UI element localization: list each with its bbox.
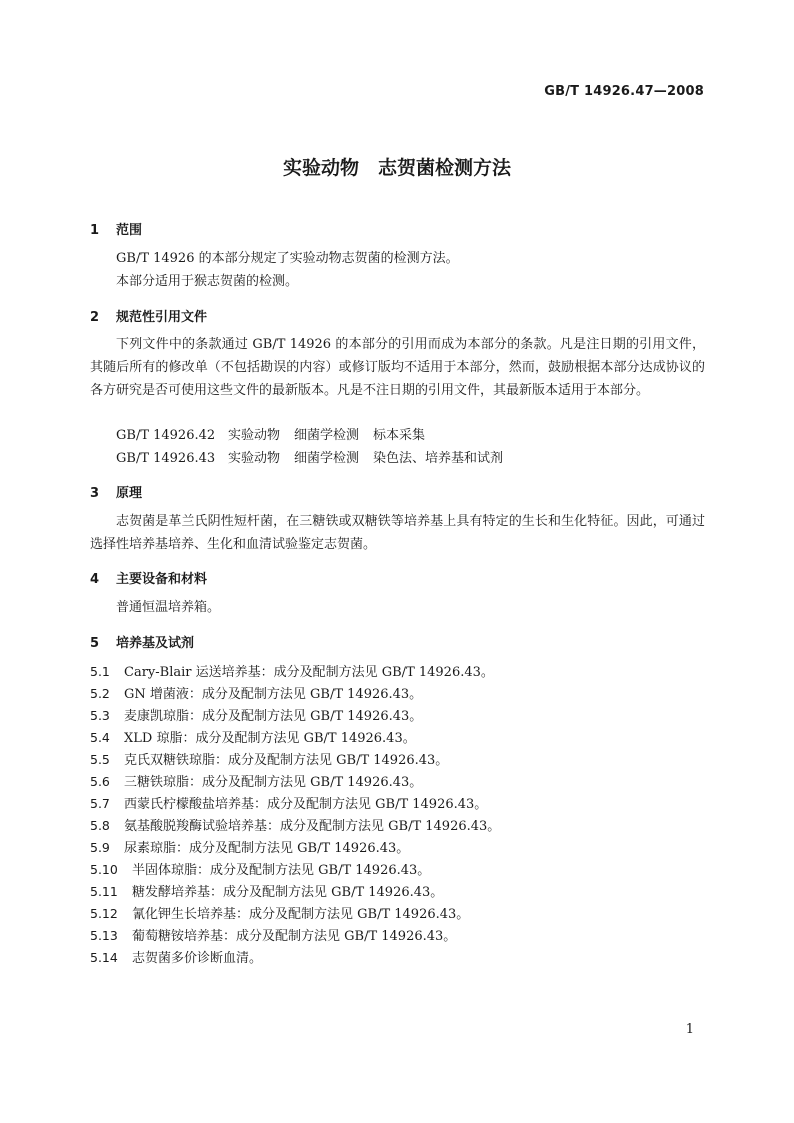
item-number: 5.12 (90, 906, 118, 921)
item-number: 5.10 (90, 862, 118, 877)
item-text: XLD 琼脂：成分及配制方法见 GB/T 14926.43。 (124, 731, 416, 746)
section-number: 4 (90, 572, 100, 587)
list-item (90, 749, 448, 772)
list-item (90, 705, 422, 728)
reference-part: 标本采集 (373, 428, 426, 443)
reference-entry (116, 447, 503, 470)
reference-part: 实验动物 (228, 428, 281, 443)
section-5-heading (90, 632, 194, 651)
item-text: 糖发酵培养基：成分及配制方法见 GB/T 14926.43。 (132, 885, 444, 900)
list-item (90, 881, 443, 904)
list-item (90, 947, 262, 970)
item-text: 三糖铁琼脂：成分及配制方法见 GB/T 14926.43。 (124, 775, 423, 790)
item-number: 5.4 (90, 730, 110, 745)
section-number: 1 (90, 223, 100, 238)
reference-part: 染色法、培养基和试剂 (373, 451, 504, 466)
section-title: 原理 (116, 486, 143, 501)
item-number: 5.6 (90, 774, 110, 789)
reference-entry (116, 424, 425, 447)
item-number: 5.7 (90, 796, 110, 811)
principle-paragraph: 志贺菌是革兰氏阴性短杆菌，在三糖铁或双糖铁等培养基上具有特定的生长和生化特征。因此，可通过选择性培养基培养、生化和血清试验鉴定志贺菌。 (90, 514, 705, 552)
section-title: 培养基及试剂 (116, 636, 195, 651)
section-1-heading (90, 219, 142, 238)
item-number: 5.5 (90, 752, 110, 767)
normative-references-paragraph: 下列文件中的条款通过 GB/T 14926 的本部分的引用而成为本部分的条款。凡是注日期的引用文件，其随后所有的修改单（不包括勘误的内容）或修订版均不适用于本部分，然而，鼓励根据本部分达成协议的各方研究是否可使用这些文件的最新版本。凡是不注日期的引用文件，其最新版本适用于本部分。 (90, 337, 705, 398)
item-text: 氰化钾生长培养基：成分及配制方法见 GB/T 14926.43。 (132, 907, 470, 922)
scope-line-2: 本部分适用于猴志贺菌的检测。 (116, 274, 299, 289)
item-number: 5.8 (90, 818, 110, 833)
section-3-heading (90, 482, 142, 501)
item-text: 尿素琼脂：成分及配制方法见 GB/T 14926.43。 (124, 841, 410, 856)
list-item (90, 903, 469, 926)
item-number: 5.14 (90, 950, 118, 965)
item-number: 5.11 (90, 884, 118, 899)
section-title: 范围 (116, 223, 143, 238)
reference-part: 细菌学检测 (294, 451, 360, 466)
document-title: 实验动物 志贺菌检测方法 (282, 157, 511, 179)
list-item (90, 859, 430, 882)
scope-line-1: GB/T 14926 的本部分规定了实验动物志贺菌的检测方法。 (116, 251, 459, 266)
section-4-heading (90, 568, 207, 587)
equipment-line: 普通恒温培养箱。 (116, 600, 221, 615)
list-item (90, 837, 409, 860)
list-item (90, 683, 422, 706)
section-number: 5 (90, 636, 100, 651)
page-number: 1 (685, 1022, 694, 1037)
item-number: 5.3 (90, 708, 110, 723)
list-item (90, 661, 494, 684)
item-number: 5.13 (90, 928, 118, 943)
item-text: 克氏双糖铁琼脂：成分及配制方法见 GB/T 14926.43。 (124, 753, 449, 768)
section-title: 规范性引用文件 (116, 310, 208, 325)
standard-code: GB/T 14926.47—2008 (544, 84, 704, 99)
reference-code: GB/T 14926.42 (116, 428, 216, 443)
item-text: 志贺菌多价诊断血清。 (132, 951, 263, 966)
list-item (90, 925, 456, 948)
item-text: 西蒙氏柠檬酸盐培养基：成分及配制方法见 GB/T 14926.43。 (124, 797, 488, 812)
item-text: 氨基酸脱羧酶试验培养基：成分及配制方法见 GB/T 14926.43。 (124, 819, 501, 834)
section-2-heading (90, 306, 207, 325)
list-item (90, 815, 500, 838)
item-text: 麦康凯琼脂：成分及配制方法见 GB/T 14926.43。 (124, 709, 423, 724)
list-item (90, 727, 416, 750)
item-number: 5.1 (90, 664, 110, 679)
section-title: 主要设备和材料 (116, 572, 208, 587)
item-text: 半固体琼脂：成分及配制方法见 GB/T 14926.43。 (132, 863, 431, 878)
section-number: 3 (90, 486, 100, 501)
reference-part: 细菌学检测 (294, 428, 360, 443)
item-text: Cary-Blair 运送培养基：成分及配制方法见 GB/T 14926.43。 (124, 665, 494, 680)
list-item (90, 771, 422, 794)
item-number: 5.9 (90, 840, 110, 855)
section-number: 2 (90, 310, 100, 325)
reference-part: 实验动物 (228, 451, 281, 466)
list-item (90, 793, 487, 816)
reference-code: GB/T 14926.43 (116, 451, 216, 466)
item-text: 葡萄糖铵培养基：成分及配制方法见 GB/T 14926.43。 (132, 929, 457, 944)
item-text: GN 增菌液：成分及配制方法见 GB/T 14926.43。 (124, 687, 423, 702)
item-number: 5.2 (90, 686, 110, 701)
